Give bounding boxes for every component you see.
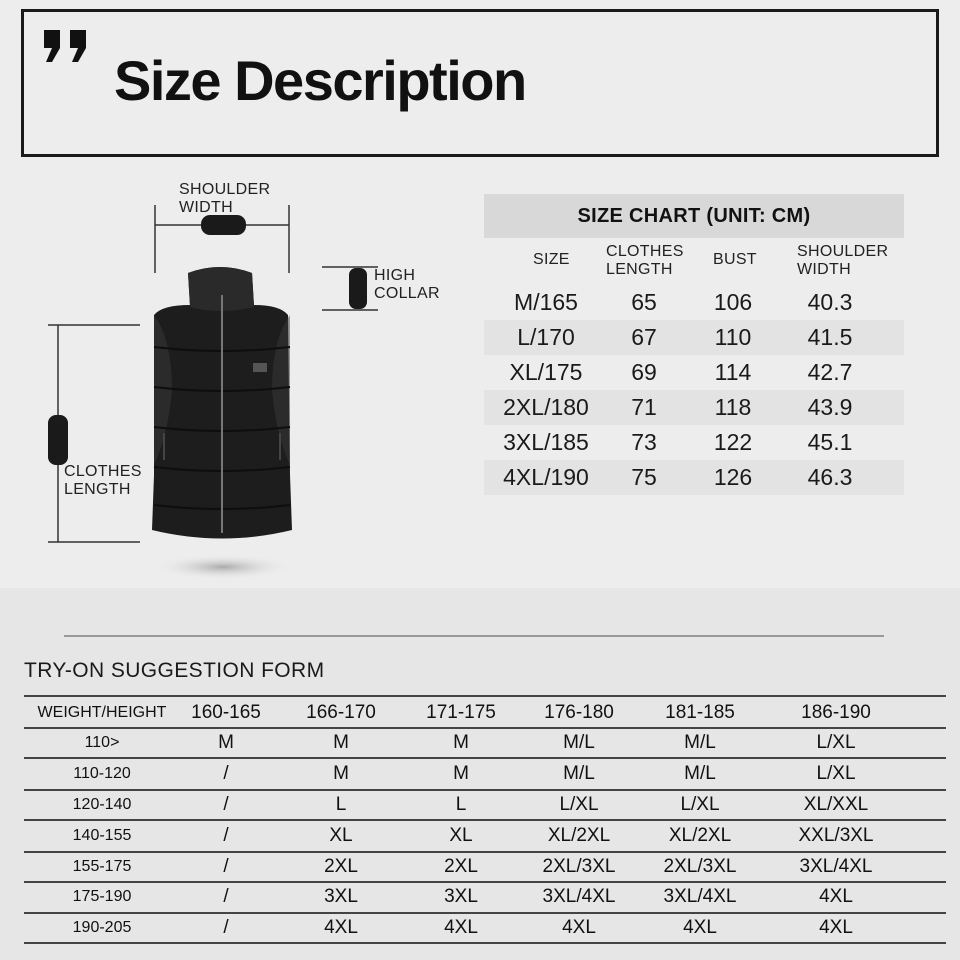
tryon-cell: 4XL [683, 917, 717, 938]
tryon-cell: 3XL [444, 886, 478, 907]
tryon-cell: XL/2XL [547, 825, 611, 846]
quote-icon [40, 26, 100, 66]
size-chart-cell: 71 [631, 394, 657, 420]
tryon-cell: XXL/3XL [798, 825, 874, 846]
section-divider [64, 635, 884, 637]
size-chart-row [484, 355, 904, 390]
size-chart-row [484, 320, 904, 355]
tryon-cell: 2XL [324, 856, 358, 877]
tryon-cell: 2XL [444, 856, 478, 877]
tryon-cell: 4XL [444, 917, 478, 938]
tryon-cell: M/L [684, 763, 716, 784]
size-chart-cell: 69 [631, 359, 657, 385]
tryon-cell: / [223, 917, 229, 938]
tryon-cell: XL [329, 825, 353, 846]
tryon-cell: / [223, 886, 229, 907]
vest-diagram [40, 175, 460, 585]
tryon-cell: M [453, 732, 469, 753]
tryon-cell: M [218, 732, 234, 753]
size-chart-cell: 106 [713, 289, 753, 315]
tryon-cell: M [333, 732, 349, 753]
size-chart-cell: 67 [631, 324, 657, 350]
tryon-cell: XL [449, 825, 473, 846]
size-chart-cell: 75 [631, 464, 657, 490]
high-collar-label: HIGH COLLAR [374, 267, 440, 302]
size-chart-row [484, 460, 904, 495]
tryon-cell: 140-155 [72, 827, 132, 844]
tryon-cell: M/L [563, 763, 595, 784]
size-chart-cell: M/165 [514, 289, 578, 315]
tryon-cell: / [223, 856, 229, 877]
size-chart-title: SIZE CHART (UNIT: CM) [577, 205, 811, 227]
tryon-cell: 4XL [562, 917, 596, 938]
size-chart-cell: 2XL/180 [503, 394, 589, 420]
size-chart-cell: 73 [631, 429, 657, 455]
tryon-cell: M/L [563, 732, 595, 753]
tryon-header-cell: 171-175 [426, 702, 496, 723]
tryon-header-cell: 186-190 [801, 702, 871, 723]
tryon-header-cell: 166-170 [306, 702, 376, 723]
clothes-length-label: CLOTHES LENGTH [64, 463, 142, 498]
size-chart-cell: 4XL/190 [503, 464, 589, 490]
tryon-cell: 120-140 [72, 796, 132, 813]
tryon-cell: / [223, 794, 229, 815]
size-chart-cell: 43.9 [807, 394, 853, 420]
table-rule [24, 695, 946, 697]
header-box [21, 9, 939, 157]
tryon-cell: 190-205 [72, 919, 132, 936]
tryon-header-cell: WEIGHT/HEIGHT [37, 704, 167, 721]
tryon-cell: 175-190 [72, 888, 132, 905]
size-chart-cell: 122 [713, 429, 753, 455]
tryon-cell: 3XL [324, 886, 358, 907]
tryon-cell: 2XL/3XL [542, 856, 616, 877]
size-chart-cell: 40.3 [807, 289, 853, 315]
tryon-cell: 3XL/4XL [799, 856, 873, 877]
size-chart-cell: 46.3 [807, 464, 853, 490]
size-chart-title-bar [484, 194, 904, 238]
tryon-cell: L/XL [559, 794, 599, 815]
tryon-cell: L/XL [816, 763, 856, 784]
size-chart-cell: 110 [714, 324, 752, 350]
tryon-cell: 110-120 [73, 765, 131, 782]
size-chart-cell: 65 [631, 289, 657, 315]
tryon-cell: XL/2XL [668, 825, 732, 846]
size-chart-cell: 118 [714, 394, 752, 420]
size-chart-cell: L/170 [517, 324, 575, 350]
size-chart-row [484, 285, 904, 320]
size-chart-cell: 42.7 [807, 359, 853, 385]
shoulder-width-label: SHOULDER WIDTH [179, 181, 271, 216]
page-title: Size Description [114, 49, 526, 112]
tryon-cell: XL/XXL [803, 794, 869, 815]
tryon-cell: L/XL [816, 732, 856, 753]
tryon-cell: / [223, 763, 229, 784]
tryon-cell: M [453, 763, 469, 784]
tryon-cell: 4XL [819, 917, 853, 938]
tryon-cell: 4XL [324, 917, 358, 938]
size-chart-cell: 3XL/185 [503, 429, 589, 455]
size-chart-column-header: SHOULDER WIDTH [797, 243, 889, 278]
tryon-cell: M/L [684, 732, 716, 753]
size-chart-cell: 41.5 [807, 324, 853, 350]
tryon-cell: 4XL [819, 886, 853, 907]
vest-illustration [40, 175, 460, 585]
size-chart-cell: 126 [713, 464, 753, 490]
tryon-cell: 155-175 [72, 858, 132, 875]
tryon-title: TRY-ON SUGGESTION FORM [24, 659, 325, 682]
tryon-cell: / [223, 825, 229, 846]
size-chart-row [484, 390, 904, 425]
tryon-cell: 3XL/4XL [542, 886, 616, 907]
tryon-cell: L/XL [680, 794, 720, 815]
tryon-cell: 110> [84, 734, 120, 751]
tryon-header-cell: 181-185 [665, 702, 735, 723]
tryon-cell: M [333, 763, 349, 784]
size-chart-cell: 114 [714, 359, 752, 385]
tryon-cell: 3XL/4XL [663, 886, 737, 907]
tryon-header-cell: 176-180 [544, 702, 614, 723]
size-chart-cell: 45.1 [807, 429, 853, 455]
size-chart-cell: XL/175 [509, 359, 583, 385]
size-chart-column-header: BUST [713, 251, 757, 268]
tryon-cell: L [335, 794, 347, 815]
size-chart-column-header: SIZE [533, 251, 570, 268]
tryon-cell: L [455, 794, 467, 815]
tryon-header-cell: 160-165 [191, 702, 261, 723]
tryon-cell: 2XL/3XL [663, 856, 737, 877]
size-chart-row [484, 425, 904, 460]
size-chart-column-header: CLOTHES LENGTH [606, 243, 684, 278]
